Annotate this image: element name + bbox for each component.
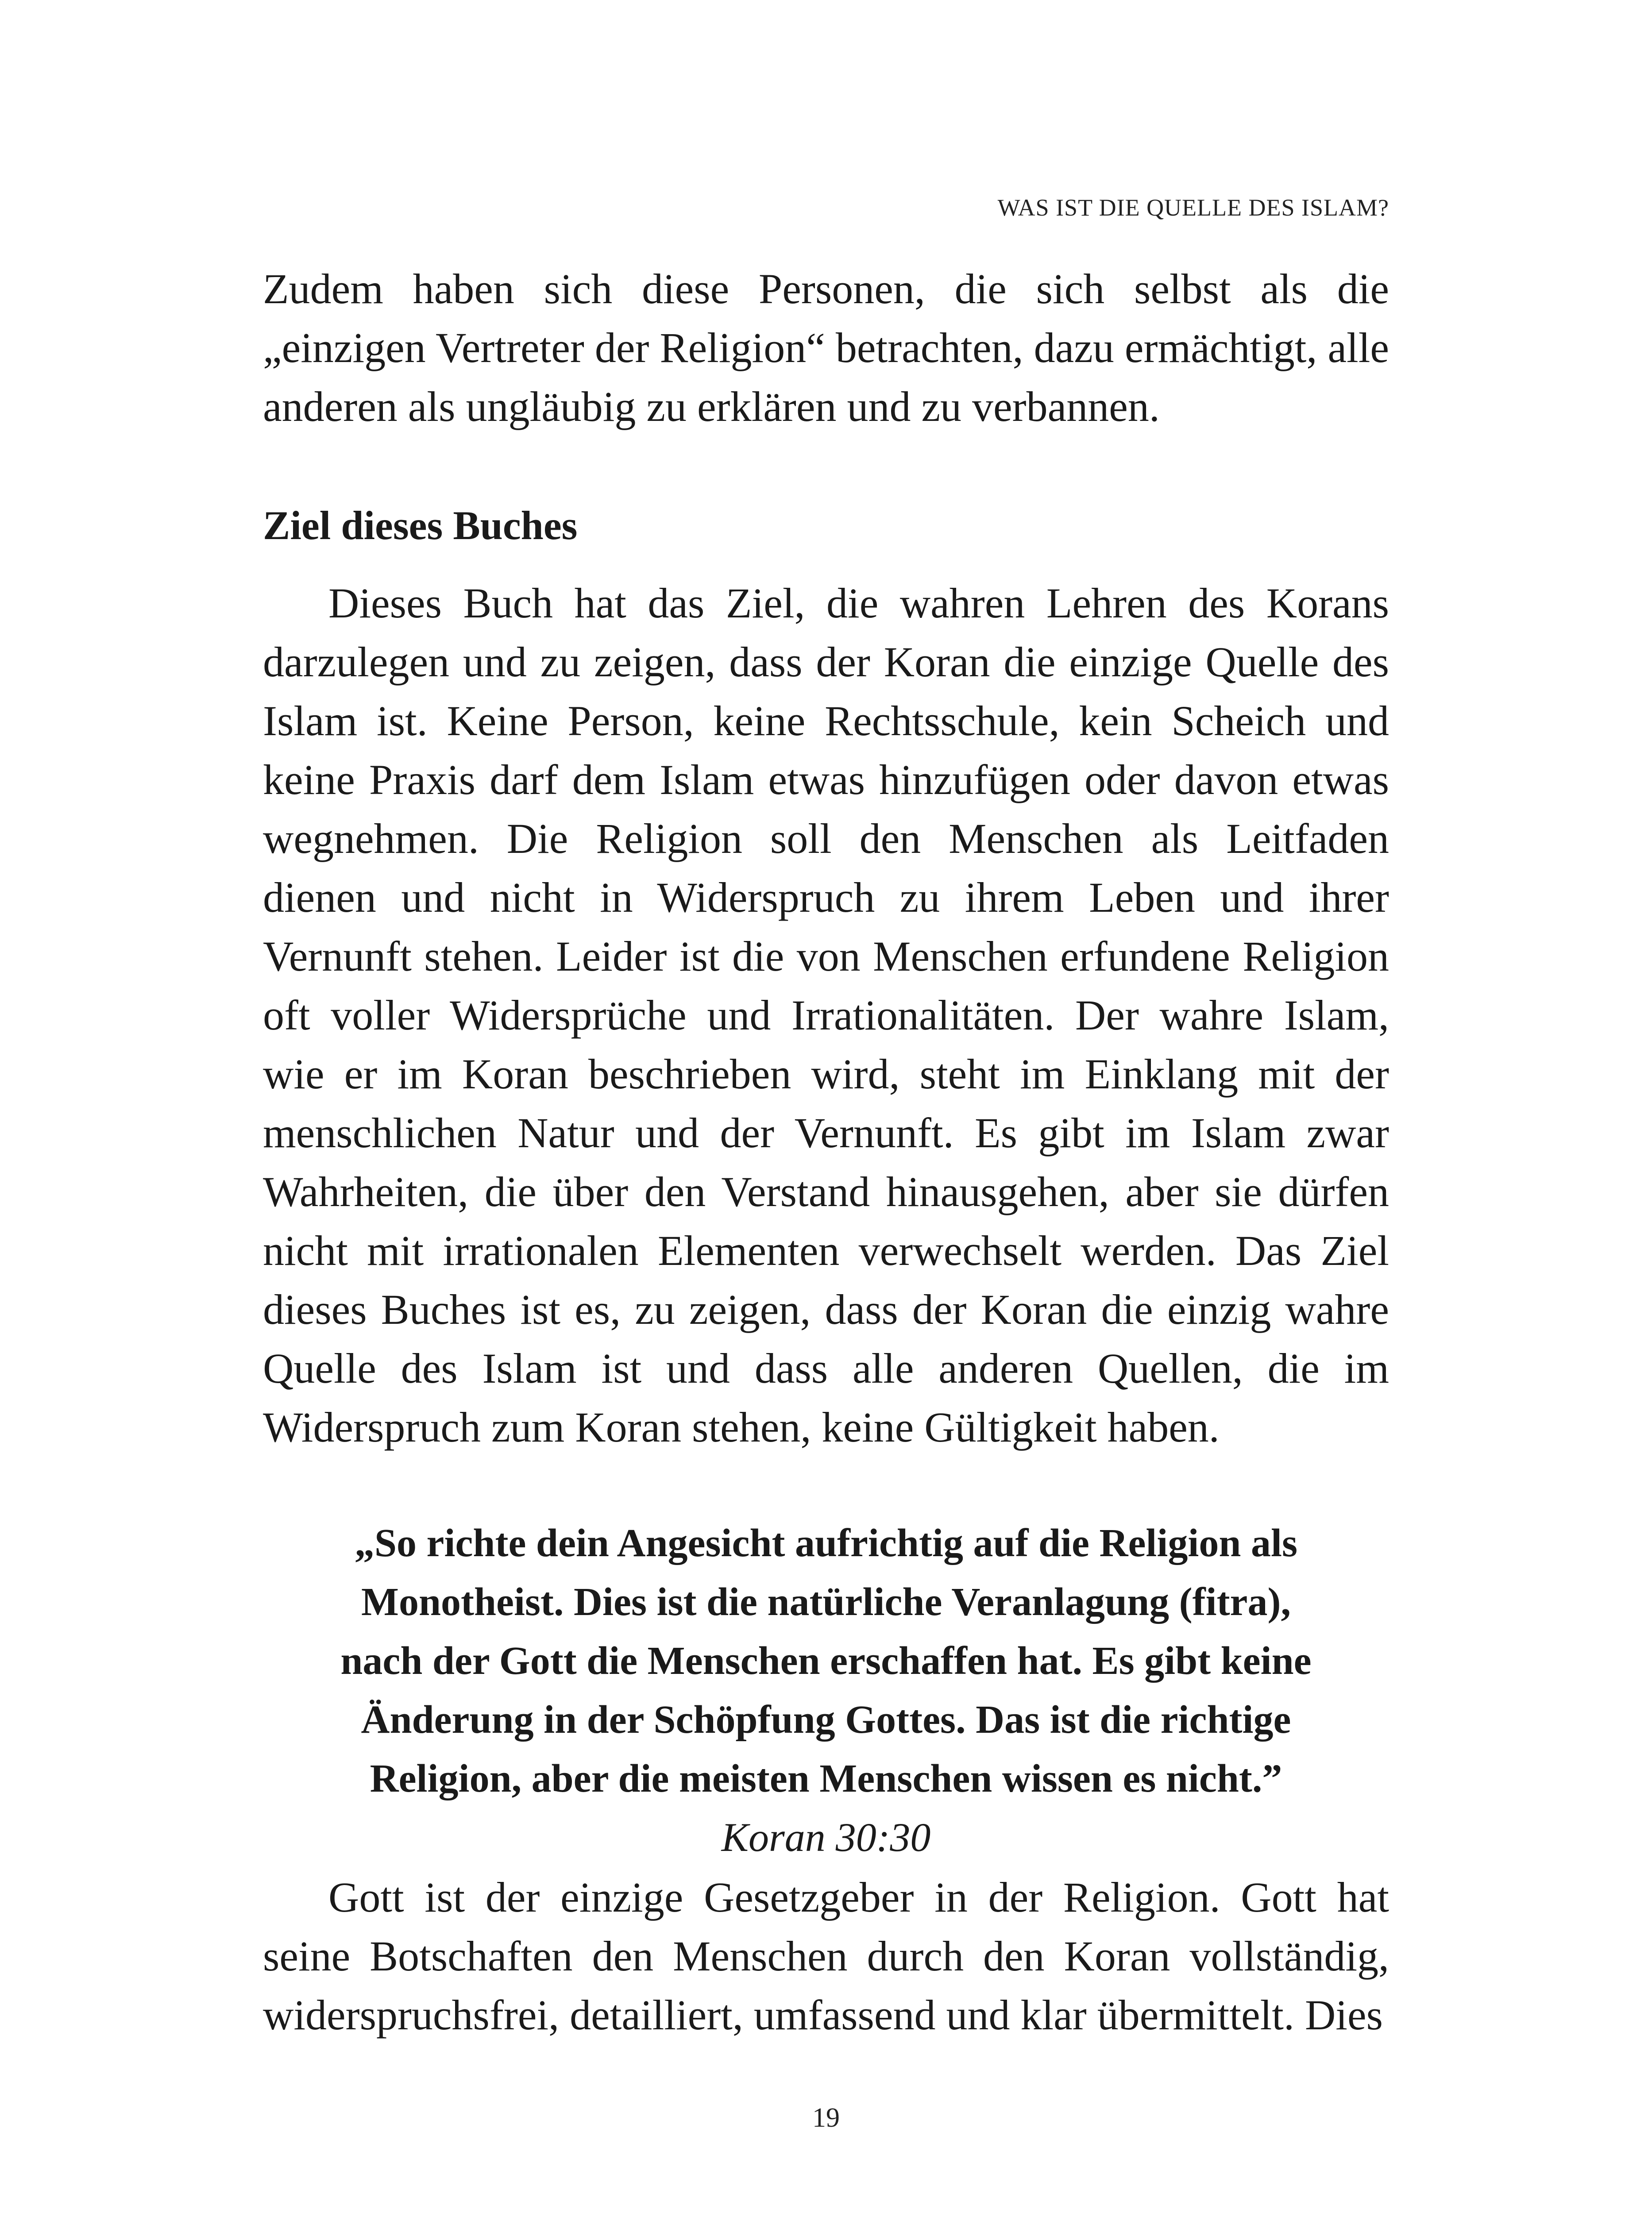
quote-line: nach der Gott die Menschen erschaffen hat. Es gibt keine [340,1639,1312,1683]
quote-citation: Koran 30:30 [721,1815,931,1860]
quote-line: Änderung in der Schöpfung Gottes. Das ist die richtige [361,1698,1291,1742]
quote-line: Monotheist. Dies ist die natürliche Veranlagung (fitra), [361,1580,1291,1624]
law-paragraph-text: Gott ist der einzige Gesetzgeber in der Religion. Gott hat seine Botschaften den Menschen durch den Koran vollständig, widerspruchsfrei, detailliert, umfassend und klar übermittelt. Dies [263,1874,1389,2039]
intro-paragraph-text: Zudem haben sich diese Personen, die sich selbst als die „einzigen Vertreter der Religion“ betrachten, dazu ermächtigt, alle anderen als ungläubig zu erklären und zu verbannen. [263,265,1389,430]
quote-line: Religion, aber die meisten Menschen wissen es nicht.” [370,1757,1282,1800]
quote-line: „So richte dein Angesicht aufrichtig auf die Religion als [354,1521,1298,1565]
goal-paragraph [263,574,1389,1457]
section-heading: Ziel dieses Buches [263,503,578,548]
page-number: 19 [812,2103,840,2133]
goal-paragraph-text: Dieses Buch hat das Ziel, die wahren Lehren des Korans darzulegen und zu zeigen, dass der Koran die einzige Quelle des Islam ist. Keine Person, keine Rechtsschule, kein Scheich und keine Praxis darf dem Islam etwas hinzufügen oder davon etwas wegnehmen. Die Religion soll den Menschen als Leitfaden dienen und nicht in Widerspruch zu ihrem Leben und ihrer Vernunft stehen. Leider ist die von Menschen erfundene Religion oft voller Widersprüche und Irrationalitäten. Der wahre Islam, wie er im Koran beschrieben wird, steht im Einklang mit der menschlichen Natur und der Vernunft. Es gibt im Islam zwar Wahrheiten, die über den Verstand hinausgehen, aber sie dürfen nicht mit irrationalen Elementen verwechselt werden. Das Ziel dieses Buches ist es, zu zeigen, dass der Koran die einzig wahre Quelle des Islam ist und dass alle anderen Quellen, die im Widerspruch zum Koran stehen, keine Gültigkeit haben. [263,579,1389,1451]
koran-quote [263,1514,1389,1808]
law-paragraph [263,1868,1389,2044]
running-head: WAS IST DIE QUELLE DES ISLAM? [997,194,1389,221]
intro-paragraph [263,259,1389,436]
